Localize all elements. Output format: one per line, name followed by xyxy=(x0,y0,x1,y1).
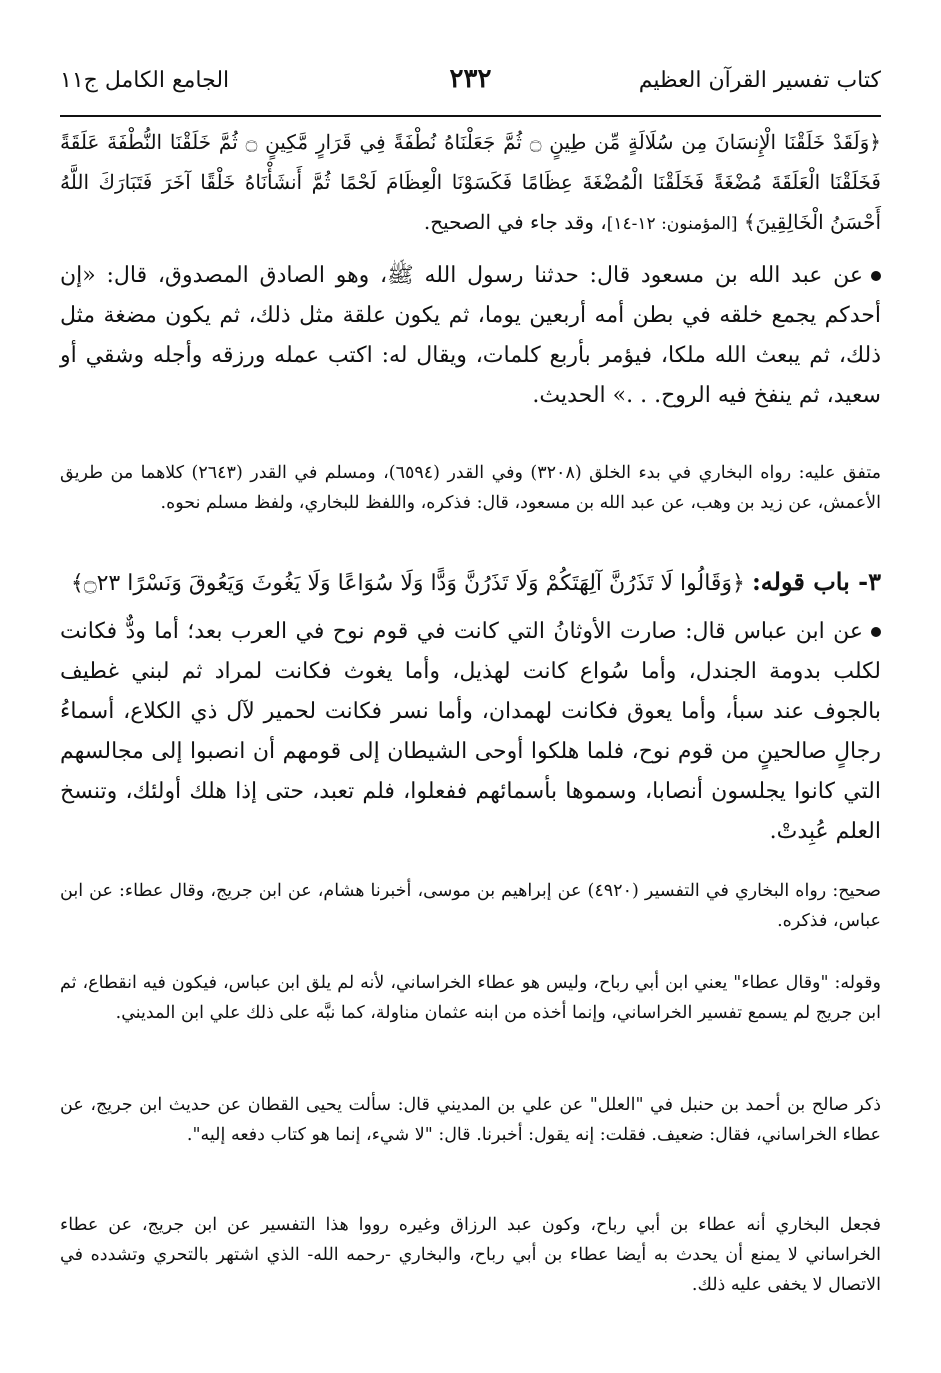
quran-verse: ﴿وَلَقَدْ خَلَقْنَا الْإِنسَانَ مِن سُلَالَةٍ مِّن طِينٍ ۝ ثُمَّ جَعَلْنَاهُ نُطْفَةً فِي قَرَارٍ مَّكِينٍ ۝ ثُمَّ خَلَقْنَا النُّطْفَةَ عَلَقَةً فَخَلَقْنَا الْعَلَقَةَ مُضْغَةً فَخَلَقْنَا الْمُضْغَةَ عِظَامًا فَكَسَوْنَا الْعِظَامَ لَحْمًا ثُمَّ أَنشَأْنَاهُ خَلْقًا آخَرَ فَتَبَارَكَ اللَّهُ أَحْسَنُ الْخَالِقِينَ﴾ xyxy=(60,130,881,234)
hadith-paragraph xyxy=(60,256,881,416)
verse-after-text: ، وقد جاء في الصحيح. xyxy=(423,210,607,234)
header-rule xyxy=(60,115,881,117)
commentary-note-1: وقوله: "وقال عطاء" يعني ابن أبي رباح، وليس هو عطاء الخراساني، لأنه لم يلق ابن عباس، فيكون فيه انقطاع، ثم ابن جريج لم يسمع تفسير الخراساني، وإنما أخذه من ابنه عثمان مناولة، كما نبَّه على ذلك علي ابن المديني. xyxy=(60,973,881,1023)
volume-label: الجامع الكامل ج١١ xyxy=(60,68,230,93)
hadith-text: عن عبد الله بن مسعود قال: حدثنا رسول الله ﷺ، وهو الصادق المصدوق، قال: «إن أحدكم يجمع خلقه في بطن أمه أربعين يوما، ثم يكون علقة مثل ذلك، ثم يكون مضغة مثل ذلك، ثم يبعث الله ملكا، فيؤمر بأربع كلمات، ويقال له: اكتب عمله ورزقه وأجله وشقي أو سعيد، ثم ينفخ فيه الروح. . .» الحديث. xyxy=(60,263,881,408)
hadith-source-2: صحيح: رواه البخاري في التفسير (٤٩٢٠) عن إبراهيم بن موسى، أخبرنا هشام، عن ابن جريج، وقال عطاء: عن ابن عباس، فذكره. xyxy=(60,881,881,931)
hadith-source: متفق عليه: رواه البخاري في بدء الخلق (٣٢٠٨) وفي القدر (٦٥٩٤)، ومسلم في القدر (٢٦٤٣) كلاهما من طريق الأعمش، عن زيد بن وهب، عن عبد الله بن مسعود، قال: فذكره، واللفظ للبخاري، ولفظ مسلم نحوه. xyxy=(60,463,881,513)
bullet-icon xyxy=(871,271,881,281)
hadith-text-2: عن ابن عباس قال: صارت الأوثانُ التي كانت في قوم نوح في العرب بعد؛ أما ودٌّ فكانت لكلب بدومة الجندل، وأما سُواع كانت لهذيل، وأما يغوث فكانت لمراد ثم لبني غطيف بالجوف عند سبأ، وأما يعوق فكانت لهمدان، وأما نسر فكانت لحمير لآل ذي الكلاع، أسماءُ رجالٍ صالحينٍ من قوم نوح، فلما هلكوا أوحى الشيطان إلى قومهم أن انصبوا إلى مجالسهم التي كانوا يجلسون أنصابا، وسموها بأسمائهم ففعلوا، فلم تعبد، حتى إذا هلك أولئك، وتنسخ العلم عُبِدتْ. xyxy=(60,619,881,844)
quran-verse-block xyxy=(60,122,881,244)
hadith-paragraph-2 xyxy=(60,612,881,852)
verse-reference: [المؤمنون: ١٢-١٤] xyxy=(606,214,738,234)
page-header xyxy=(60,64,881,104)
commentary-note-3: فجعل البخاري أنه عطاء بن أبي رباح، وكون عبد الرزاق وغيره رووا هذا التفسير عن ابن جريج، عن عطاء الخراساني لا يمنع أن يحدث به أيضا عطاء بن أبي رباح، والبخاري -رحمه الله- الذي اشتهر بالتحري وتشدده في الاتصال لا يخفى عليه ذلك. xyxy=(60,1215,881,1295)
section-title xyxy=(60,562,881,604)
commentary-note-2: ذكر صالح بن أحمد بن حنبل في "العلل" عن علي بن المديني قال: سألت يحيى القطان عن حديث ابن جريج، عن عطاء الخراساني، فقال: ضعيف. فقلت: إنه يقول: أخبرنا. قال: "لا شيء، إنما هو كتاب دفعه إليه". xyxy=(60,1095,881,1145)
book-title: كتاب تفسير القرآن العظيم xyxy=(638,68,881,93)
section-label: ٣- باب قوله: xyxy=(751,567,881,596)
page-number: ٢٣٢ xyxy=(449,64,492,94)
section-verse: ﴿وَقَالُوا لَا تَذَرُنَّ آلِهَتَكُمْ وَلَا تَذَرُنَّ وَدًّا وَلَا سُوَاعًا وَلَا يَغُوثَ وَيَعُوقَ وَنَسْرًا ۝٢٣﴾ xyxy=(70,571,745,596)
bullet-icon xyxy=(871,627,881,637)
